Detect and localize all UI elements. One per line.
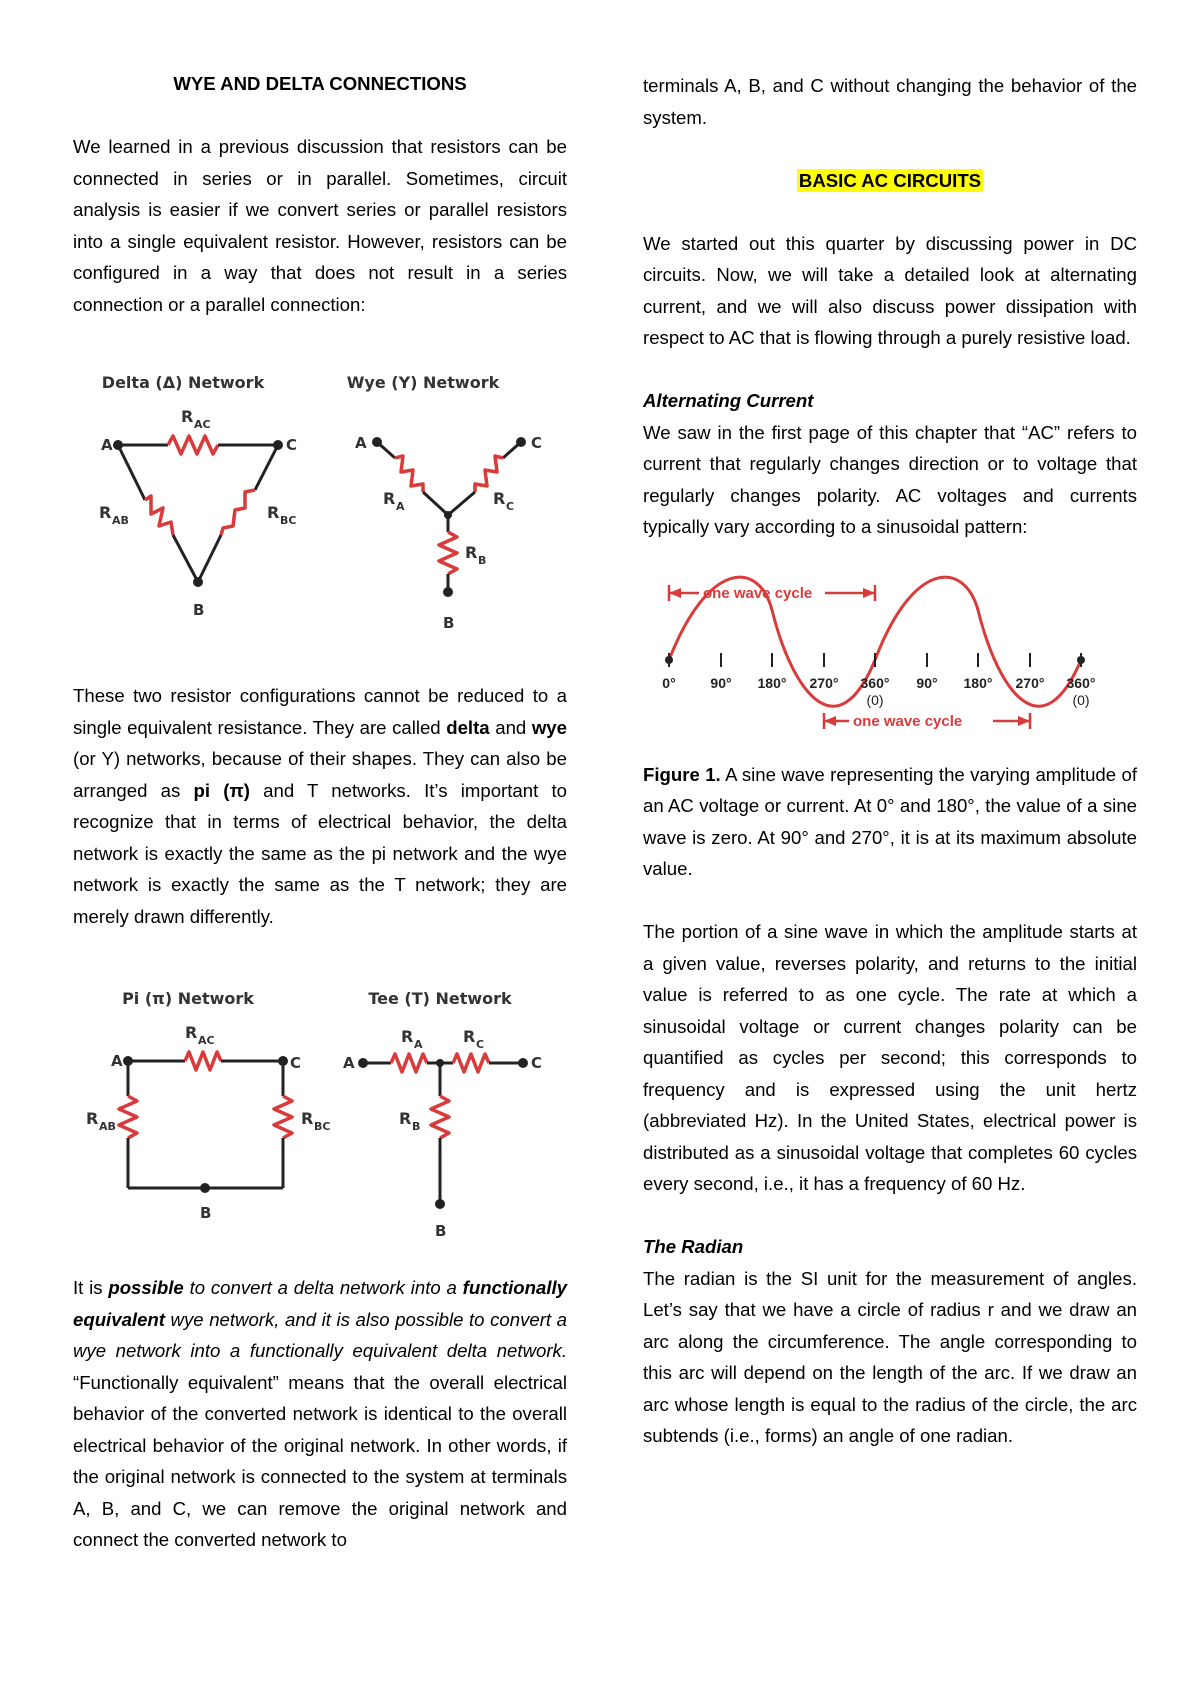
pi-network-title: Pi (π) Network — [122, 989, 254, 1008]
delta-label-rab: R — [99, 503, 112, 522]
section-title-basic-ac — [643, 165, 1137, 197]
wye-label-rb-sub: B — [478, 554, 487, 567]
para3-text-3: wye network, and it is also possible to convert a wye network into a functionally equivalent delta network. — [73, 1308, 567, 1361]
radian-paragraph: The radian is the SI unit for the measurement of angles. Let’s say that we have a circle of radius r and we draw an arc along the circumference. The angle corresponding to this arc will depend on the length of the arc. If we draw an arc whose length is equal to the radius of the circle, the arc subtends (i.e., forms) an angle of one radian. — [643, 1267, 1137, 1446]
tick-label-360-second: 360° — [1066, 674, 1096, 691]
pi-label-rbc-sub: BC — [314, 1120, 331, 1133]
term-possible: possible — [108, 1277, 184, 1298]
tee-node-c: C — [531, 1054, 543, 1072]
tee-node-a: A — [343, 1054, 355, 1072]
delta-network-diagram — [99, 407, 297, 619]
subheading-radian: The Radian — [643, 1236, 744, 1257]
wye-node-c: C — [531, 434, 543, 452]
basic-ac-title-highlight: BASIC AC CIRCUITS — [798, 169, 982, 191]
left-column — [73, 68, 567, 1556]
tick-label-0: 0° — [662, 674, 676, 691]
wye-network-diagram — [355, 434, 542, 632]
continuation-paragraph: terminals A, B, and C without changing the behavior of the system. — [643, 75, 1137, 128]
pi-label-rab-sub: AB — [99, 1120, 116, 1133]
zero-label-second: (0) — [1072, 691, 1090, 708]
para2-text-2: and — [489, 716, 532, 738]
tick-label-90-second: 90° — [916, 674, 938, 691]
term-pi: pi (π) — [193, 779, 250, 801]
pi-label-rbc: R — [301, 1109, 314, 1128]
tick-label-270-second: 270° — [1015, 674, 1045, 691]
wye-node-b: B — [443, 614, 455, 632]
delta-label-rbc-sub: BC — [280, 514, 297, 527]
delta-label-rbc: R — [267, 503, 280, 522]
delta-label-rac-sub: AC — [194, 418, 211, 431]
delta-node-b: B — [193, 601, 205, 619]
term-delta: delta — [446, 716, 490, 738]
tee-label-ra-sub: A — [414, 1038, 423, 1051]
wye-label-ra-sub: A — [396, 500, 405, 513]
pi-node-b: B — [200, 1204, 212, 1222]
para2-text-4: and T networks. It’s important to recognize that in terms of electrical behavior, the delta network is exactly the same as the pi network and the wye network is exactly the same as the T network; they are merely drawn differently. — [73, 779, 567, 927]
tee-network-diagram — [343, 1027, 542, 1240]
delta-network-title: Delta (Δ) Network — [101, 373, 265, 392]
wye-network-title: Wye (Y) Network — [346, 373, 500, 392]
tee-label-ra: R — [401, 1027, 414, 1046]
delta-label-rab-sub: AB — [112, 514, 129, 527]
delta-wye-figure — [73, 350, 567, 650]
tee-label-rc-sub: C — [476, 1038, 485, 1051]
pi-node-c: C — [290, 1054, 302, 1072]
wye-label-rc: R — [493, 489, 506, 508]
pi-label-rab: R — [86, 1109, 99, 1128]
ac-paragraph: We saw in the first page of this chapter that “AC” refers to current that regularly changes direction or to voltage that regularly changes polarity. AC voltages and currents typically vary according to a sinusoidal pattern: — [643, 421, 1137, 537]
tee-label-rc: R — [463, 1027, 476, 1046]
para3-text-1: It is — [73, 1277, 109, 1298]
pi-node-a: A — [111, 1052, 123, 1070]
tick-label-180-second: 180° — [963, 674, 993, 691]
subheading-alternating-current: Alternating Current — [643, 390, 814, 411]
bottom-cycle-indicator — [824, 713, 1030, 730]
para3-text-4: “Functionally equivalent” means that the overall electrical behavior of the converted network is identical to the overall electrical behavior of the original network. In other words, if the original network is connected to the system at terminals A, B, and C, we can remove the original network and connect the converted network to — [73, 1371, 567, 1550]
figure-1-caption-text: A sine wave representing the varying amplitude of an AC voltage or current. At 0° and 180°, the value of a sine wave is zero. At 90° and 270°, it is at its maximum absolute value. — [643, 763, 1137, 879]
intro-paragraph: We learned in a previous discussion that resistors can be connected in series or in parallel. Sometimes, circuit analysis is easier if we convert series or parallel resistors into a single equivalent resistor. However, resistors can be configured in a way that does not result in a series connection or a parallel connection: — [73, 136, 567, 315]
top-cycle-indicator — [669, 585, 875, 602]
bottom-cycle-label: one wave cycle — [853, 712, 963, 730]
sine-wave-figure — [643, 565, 1137, 745]
axis-ticks — [669, 653, 1081, 667]
pi-tee-figure — [73, 966, 567, 1256]
tick-label-270: 270° — [809, 674, 839, 691]
tee-label-rb-sub: B — [412, 1120, 421, 1133]
figure-1-caption — [643, 759, 1137, 885]
delta-wye-paragraph — [73, 680, 567, 932]
pi-label-rac-sub: AC — [198, 1034, 215, 1047]
wye-label-rb: R — [465, 543, 478, 562]
para3-text-2: to convert a delta network into a — [183, 1277, 463, 1298]
figure-1-label: Figure 1. — [643, 763, 721, 785]
conversion-paragraph — [73, 1272, 567, 1556]
tick-label-360: 360° — [860, 674, 890, 691]
tick-label-90: 90° — [710, 674, 732, 691]
para2-text-1: These two resistor configurations cannot be reduced to a single equivalent resistance. They are called — [73, 685, 567, 738]
para2-text-3: (or Y) networks, because of their shapes. They can also be arranged as — [73, 748, 567, 801]
zero-label-first: (0) — [866, 691, 884, 708]
pi-label-rac: R — [185, 1023, 198, 1042]
tee-node-b: B — [435, 1222, 447, 1240]
term-functionally-equivalent: functionally equivalent — [73, 1277, 567, 1330]
wye-label-ra: R — [383, 489, 396, 508]
section-title-wye-delta: WYE AND DELTA CONNECTIONS — [173, 73, 467, 94]
cycle-paragraph: The portion of a sine wave in which the amplitude starts at a given value, reverses polarity, and returns to the initial value is referred to as one cycle. The rate at which a sinusoidal voltage or current changes polarity can be quantified as cycles per second; this corresponds to frequency and is expressed using the unit hertz (abbreviated Hz). In the United States, electrical power is distributed as a sinusoidal voltage that completes 60 cycles every second, i.e., it has a frequency of 60 Hz. — [643, 921, 1137, 1194]
right-column — [643, 70, 1137, 1452]
delta-node-a: A — [101, 436, 113, 454]
tee-label-rb: R — [399, 1109, 412, 1128]
tick-label-180: 180° — [757, 674, 787, 691]
wye-node-a: A — [355, 434, 367, 452]
term-wye: wye — [531, 716, 567, 738]
tee-network-title: Tee (T) Network — [368, 989, 512, 1008]
top-cycle-label: one wave cycle — [703, 584, 813, 602]
ac-intro-paragraph: We started out this quarter by discussing power in DC circuits. Now, we will take a detailed look at alternating current, and we will also discuss power dissipation with respect to AC that is flowing through a purely resistive load. — [643, 232, 1137, 348]
pi-network-diagram — [86, 1023, 330, 1222]
delta-label-rac: R — [181, 407, 194, 426]
wye-label-rc-sub: C — [506, 500, 515, 513]
delta-node-c: C — [286, 436, 298, 454]
